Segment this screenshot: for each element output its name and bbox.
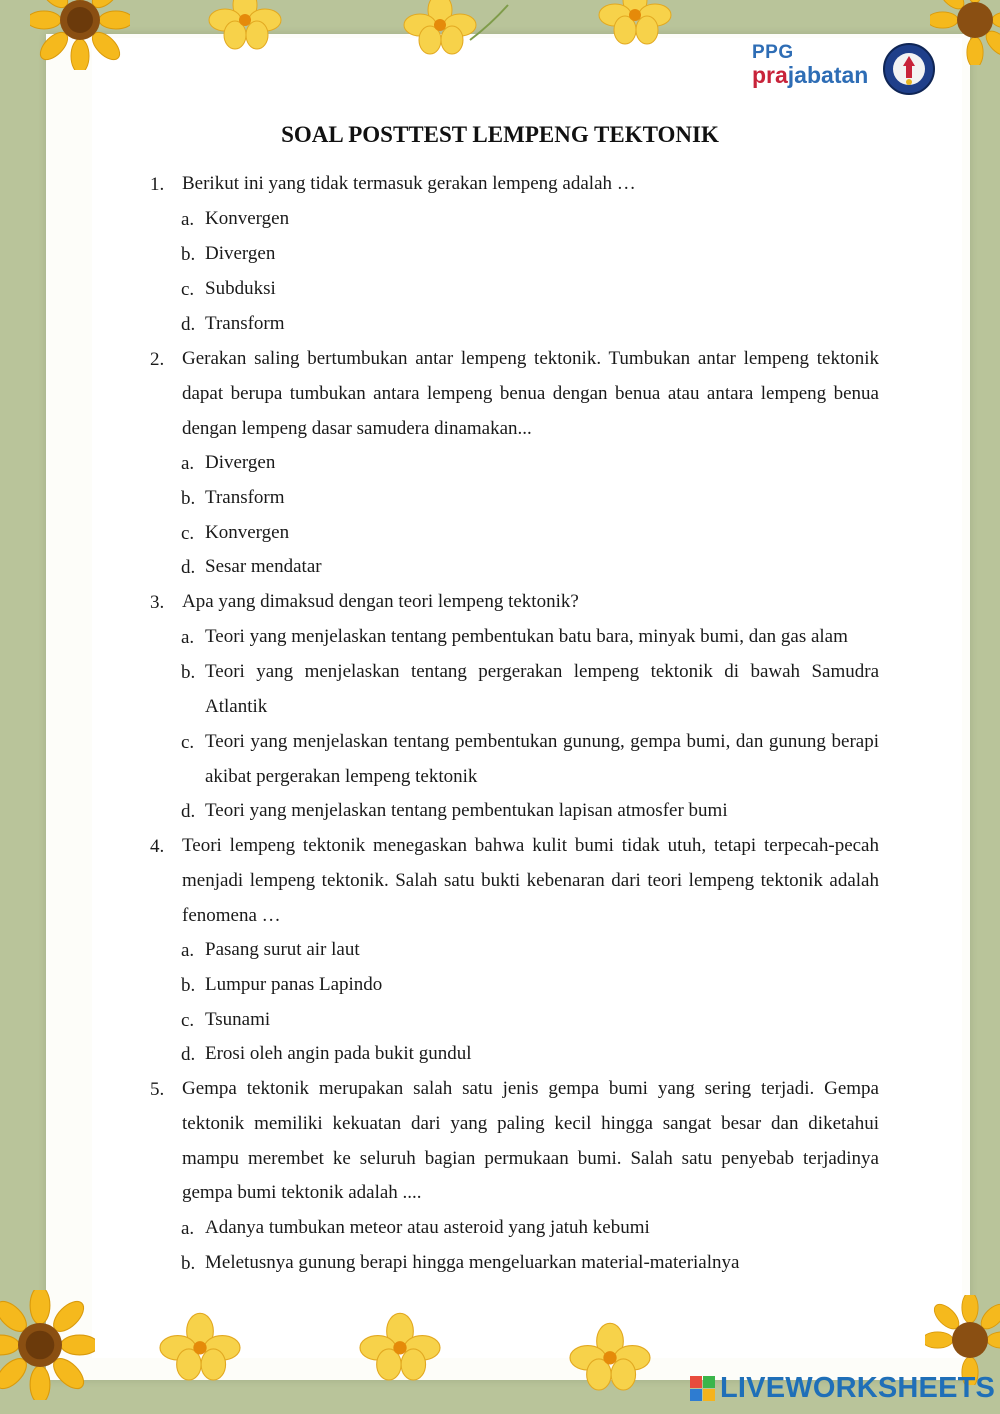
option-text: Erosi oleh angin pada bukit gundul <box>205 1043 472 1064</box>
sunflower-decoration-icon <box>30 0 130 70</box>
question-number: 5. <box>150 1079 165 1100</box>
option-text: Transform <box>205 313 285 334</box>
option-letter: b. <box>181 662 196 683</box>
option-text: Sesar mendatar <box>205 556 322 577</box>
option-text: Tsunami <box>205 1009 271 1030</box>
option-letter: a. <box>181 1218 195 1239</box>
logo-ppg-text: PPG <box>752 42 794 63</box>
option-letter: a. <box>181 627 195 648</box>
liveworksheets-logo-icon <box>690 1376 716 1407</box>
option-text: Teori yang menjelaskan tentang pembentukan batu bara, minyak bumi, dan gas alam <box>205 626 848 647</box>
question-number: 1. <box>150 174 165 195</box>
option-letter: b. <box>181 244 196 265</box>
question-number: 2. <box>150 349 165 370</box>
question-number: 3. <box>150 592 165 613</box>
option-letter: c. <box>181 732 195 753</box>
option-letter: b. <box>181 975 196 996</box>
flower-decoration-icon <box>150 1310 250 1390</box>
option-text: Adanya tumbukan meteor atau asteroid yang jatuh kebumi <box>205 1217 650 1238</box>
question-text: Gerakan saling bertumbukan antar lempeng tektonik. Tumbukan antar lempeng tektonik dapat berupa tumbukan antara lempeng benua dengan benua atau antara lempeng benua dengan lempeng dasar samudera dinamakan... <box>182 348 879 439</box>
question-text: Berikut ini yang tidak termasuk gerakan lempeng adalah … <box>182 173 636 194</box>
option-letter: b. <box>181 1253 196 1274</box>
option-text: Teori yang menjelaskan tentang pergerakan lempeng tektonik di bawah Samudra Atlantik <box>205 661 879 717</box>
page-title: SOAL POSTTEST LEMPENG TEKTONIK <box>281 122 719 147</box>
option-letter: c. <box>181 1010 195 1031</box>
option-text: Divergen <box>205 243 276 264</box>
flower-decoration-icon <box>400 0 510 55</box>
flower-decoration-icon <box>590 0 680 45</box>
question-number: 4. <box>150 836 165 857</box>
university-seal-icon <box>882 42 936 101</box>
question-text: Apa yang dimaksud dengan teori lempeng tektonik? <box>182 591 579 612</box>
option-text: Konvergen <box>205 208 290 229</box>
option-text: Divergen <box>205 452 276 473</box>
option-letter: c. <box>181 279 195 300</box>
option-letter: c. <box>181 523 195 544</box>
option-letter: d. <box>181 314 196 335</box>
liveworksheets-text: LIVEWORKSHEETS <box>720 1372 996 1404</box>
option-letter: d. <box>181 801 196 822</box>
sunflower-decoration-icon <box>0 1290 95 1400</box>
option-letter: a. <box>181 209 195 230</box>
liveworksheets-watermark[interactable] <box>690 1372 996 1406</box>
question-text: Gempa tektonik merupakan salah satu jenis gempa bumi yang sering terjadi. Gempa tektonik memiliki kekuatan dari yang paling kecil hingga sangat besar dan diketahui mampu merembet ke seluruh bagian permukaan bumi. Salah satu penyebab terjadinya gempa bumi tektonik adalah .... <box>182 1078 879 1204</box>
logo-pra-text: pra <box>752 62 788 88</box>
option-text: Transform <box>205 487 285 508</box>
ppg-prajabatan-logo <box>752 40 942 98</box>
question-text: Teori lempeng tektonik menegaskan bahwa kulit bumi tidak utuh, tetapi terpecah-pecah menjadi lempeng tektonik. Salah satu bukti kebenaran dari teori lempeng tektonik adalah fenomena … <box>182 835 879 926</box>
option-text: Teori yang menjelaskan tentang pembentukan lapisan atmosfer bumi <box>205 800 728 821</box>
option-letter: d. <box>181 1044 196 1065</box>
flower-decoration-icon <box>560 1320 660 1400</box>
option-letter: b. <box>181 488 196 509</box>
logo-prajabatan-text <box>752 62 868 89</box>
flower-decoration-icon <box>200 0 290 50</box>
option-text: Meletusnya gunung berapi hingga mengeluarkan material-materialnya <box>205 1252 740 1273</box>
option-text: Subduksi <box>205 278 276 299</box>
option-letter: a. <box>181 940 195 961</box>
option-letter: d. <box>181 557 196 578</box>
option-letter: a. <box>181 453 195 474</box>
option-text: Konvergen <box>205 522 290 543</box>
option-text: Teori yang menjelaskan tentang pembentukan gunung, gempa bumi, dan gunung berapi akibat pergerakan lempeng tektonik <box>205 731 879 787</box>
option-text: Pasang surut air laut <box>205 939 360 960</box>
logo-jabatan-text: jabatan <box>787 62 869 88</box>
flower-decoration-icon <box>350 1310 450 1390</box>
option-text: Lumpur panas Lapindo <box>205 974 383 995</box>
